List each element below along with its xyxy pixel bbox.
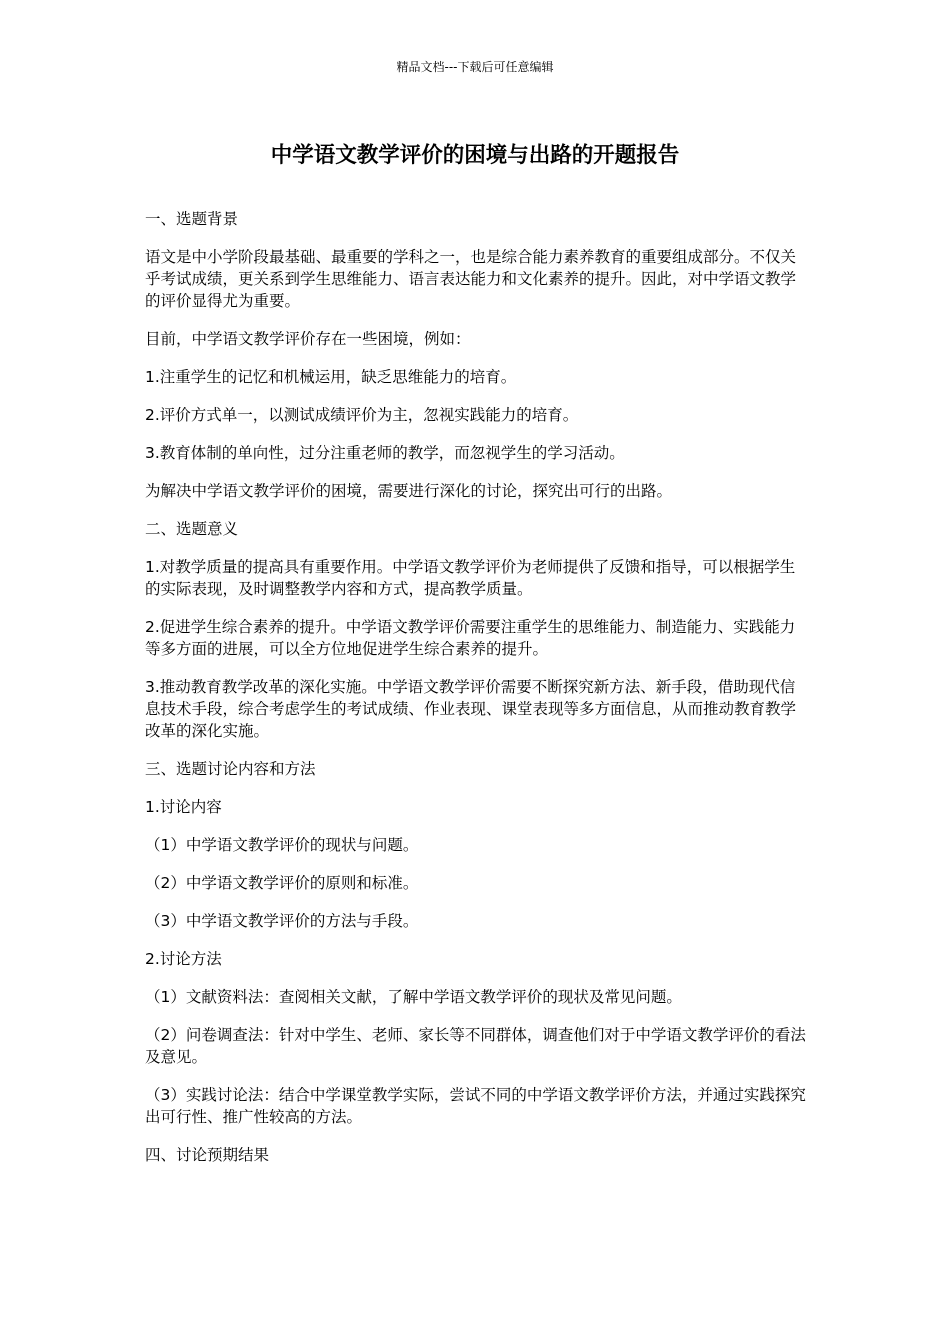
paragraph: 为解决中学语文教学评价的困境，需要进行深化的讨论，探究出可行的出路。: [145, 482, 673, 500]
list-item: （1）文献资料法：查阅相关文献，了解中学语文教学评价的现状及常见问题。: [145, 988, 682, 1006]
section-heading: 四、讨论预期结果: [145, 1146, 270, 1164]
page-header: 精品文档---下载后可任意编辑: [396, 60, 554, 74]
list-item: （3）实践讨论法：结合中学课堂教学实际，尝试不同的中学语文教学评价方法，并通过实践探究出可行性、推广性较高的方法。: [145, 1086, 806, 1126]
list-item: 3.推动教育教学改革的深化实施。中学语文教学评价需要不断探究新方法、新手段，借助现代信息技术手段，综合考虑学生的考试成绩、作业表现、课堂表现等多方面信息，从而推动教育教学改革的深化实施。: [145, 678, 797, 740]
list-item: 1.注重学生的记忆和机械运用，缺乏思维能力的培育。: [145, 368, 517, 386]
subsection-heading: 2.讨论方法: [145, 950, 222, 968]
list-item: （1）中学语文教学评价的现状与问题。: [145, 836, 419, 854]
subsection-heading: 1.讨论内容: [145, 798, 222, 816]
paragraph: 目前，中学语文教学评价存在一些困境，例如：: [145, 330, 471, 348]
document-title: 中学语文教学评价的困境与出路的开题报告: [270, 143, 680, 168]
list-item: 3.教育体制的单向性，过分注重老师的教学，而忽视学生的学习活动。: [145, 444, 625, 462]
section-heading: 二、选题意义: [145, 520, 239, 538]
list-item: 1.对教学质量的提高具有重要作用。中学语文教学评价为老师提供了反馈和指导，可以根据学生的实际表现，及时调整教学内容和方式，提高教学质量。: [145, 558, 796, 598]
list-item: （2）问卷调查法：针对中学生、老师、家长等不同群体，调查他们对于中学语文教学评价的看法及意见。: [145, 1026, 806, 1066]
list-item: 2.促进学生综合素养的提升。中学语文教学评价需要注重学生的思维能力、制造能力、实践能力等多方面的进展，可以全方位地促进学生综合素养的提升。: [145, 618, 796, 658]
list-item: （3）中学语文教学评价的方法与手段。: [145, 912, 419, 930]
list-item: 2.评价方式单一，以测试成绩评价为主，忽视实践能力的培育。: [145, 406, 579, 424]
section-heading: 一、选题背景: [145, 210, 239, 228]
document-body: [145, 208, 810, 1182]
section-heading: 三、选题讨论内容和方法: [145, 760, 316, 778]
paragraph: 语文是中小学阶段最基础、最重要的学科之一，也是综合能力素养教育的重要组成部分。不仅关乎考试成绩，更关系到学生思维能力、语言表达能力和文化素养的提升。因此，对中学语文教学的评价显得尤为重要。: [145, 248, 797, 310]
list-item: （2）中学语文教学评价的原则和标准。: [145, 874, 419, 892]
